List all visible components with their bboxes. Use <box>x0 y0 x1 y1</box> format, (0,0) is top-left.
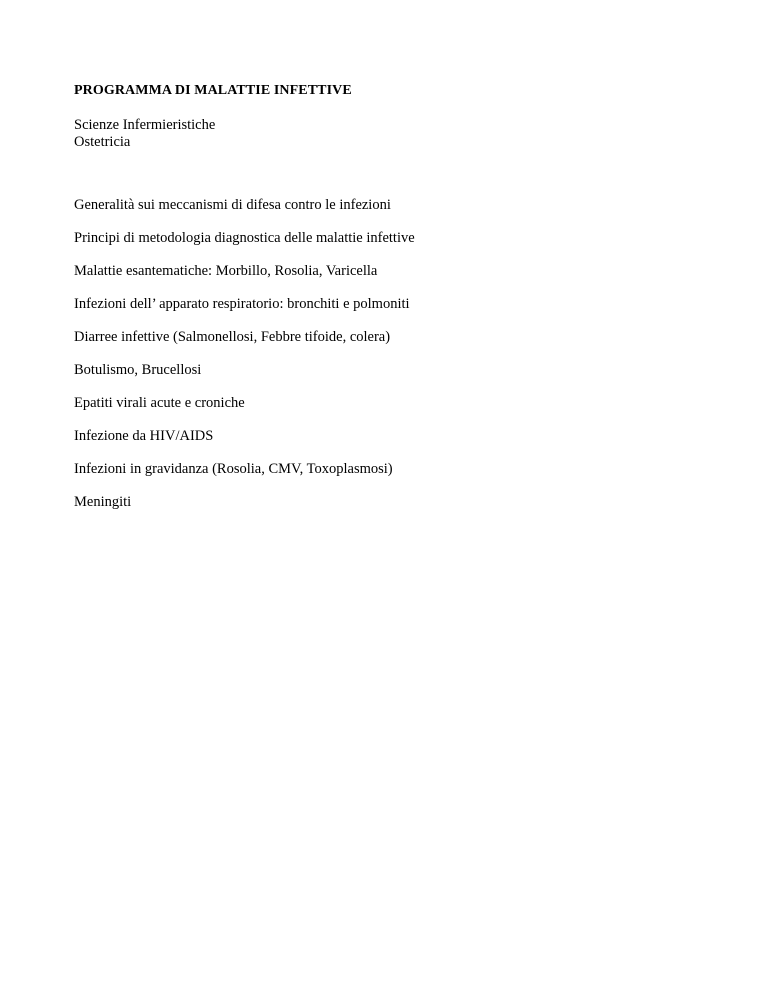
document-title: PROGRAMMA DI MALATTIE INFETTIVE <box>74 83 352 98</box>
course-list <box>74 117 215 151</box>
topic-item: Meningiti <box>74 494 132 510</box>
course-item: Scienze Infermieristiche <box>74 117 216 133</box>
topic-item: Infezione da HIV/AIDS <box>74 428 214 444</box>
topic-list <box>74 197 415 527</box>
topic-item: Botulismo, Brucellosi <box>74 362 202 378</box>
topic-item: Malattie esantematiche: Morbillo, Rosolia, Varicella <box>74 263 378 279</box>
topic-item: Generalità sui meccanismi di difesa contro le infezioni <box>74 197 391 213</box>
course-item: Ostetricia <box>74 134 131 150</box>
topic-item: Epatiti virali acute e croniche <box>74 395 245 411</box>
topic-item: Diarree infettive (Salmonellosi, Febbre tifoide, colera) <box>74 329 391 345</box>
topic-item: Infezioni in gravidanza (Rosolia, CMV, Toxoplasmosi) <box>74 461 393 477</box>
topic-item: Principi di metodologia diagnostica delle malattie infettive <box>74 230 415 246</box>
topic-item: Infezioni dell’ apparato respiratorio: bronchiti e polmoniti <box>74 296 410 312</box>
